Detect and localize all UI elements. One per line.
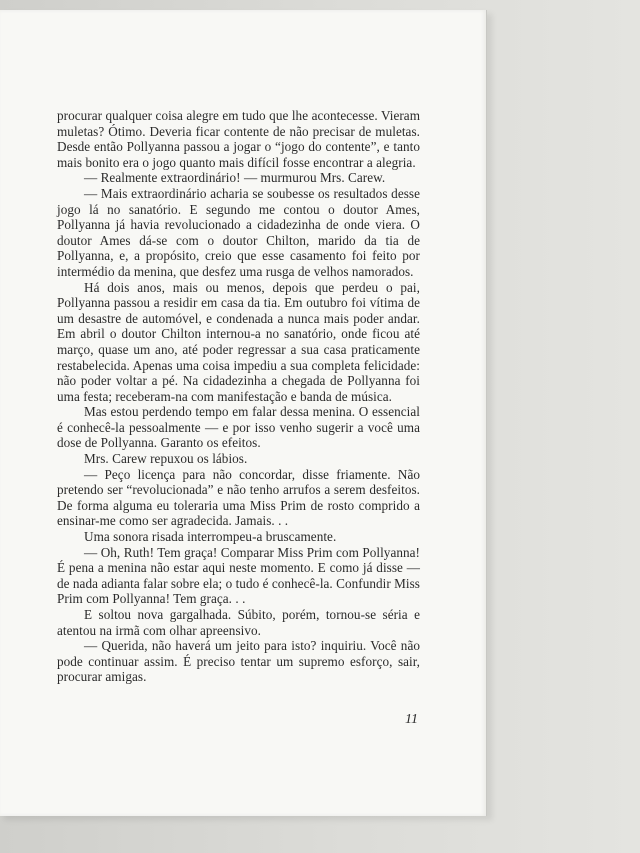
paragraph-7: — Peço licença para não concordar, disse friamente. Não pretendo ser “revolucionada” e não tenho arrufos a serem desfeitos. De forma alguma eu toleraria uma Miss Prim de rosto comprido a ensinar-me como ser agradecida. Jamais. . . [57, 466, 420, 529]
page-number: 11 [405, 712, 418, 727]
paragraph-2: — Realmente extraordinário! — murmurou Mrs. Carew. [84, 170, 386, 186]
paragraph-10: E soltou nova gargalhada. Súbito, porém, tornou-se séria e atentou na irmã com olhar apreensivo. [57, 607, 420, 638]
paragraph-9: — Oh, Ruth! Tem graça! Comparar Miss Prim com Pollyanna! É pena a menina não estar aqui neste momento. E como já disse — de nada adianta falar sobre ela; o tudo é conhecê-la. Confundir Miss Prim com Pollyanna! Tem graça. . . [57, 544, 420, 607]
paragraph-8: Uma sonora risada interrompeu-a bruscamente. [84, 529, 337, 545]
paragraph-4: Há dois anos, mais ou menos, depois que perdeu o pai, Pollyanna passou a residir em casa da tia. Em outubro foi vítima de um desastre de automóvel, e condenada a nunca mais poder andar. Em abril o doutor Chilton internou-a no sanatório, onde ficou até março, quase um ano, até poder regressar a sua casa praticamente restabelecida. Apenas uma coisa impediu a sua completa felicidade: não poder voltar a pé. Na cidadezinha a chegada de Pollyanna foi uma festa; receberam-na com manifestação e banda de música. [57, 279, 420, 404]
book-page [0, 10, 487, 816]
paragraph-1: procurar qualquer coisa alegre em tudo que lhe acontecesse. Vieram muletas? Ótimo. Deveria ficar contente de não precisar de muletas. Desde então Pollyanna passou a jogar o “jogo do contente”, e tanto mais bonito era o jogo quanto mais difícil fosse encontrar a alegria. [57, 108, 420, 170]
paragraph-3: — Mais extraordinário acharia se soubesse os resultados desse jogo lá no sanatório. E segundo me contou o doutor Ames, Pollyanna já havia revolucionado a cidadezinha de onde viera. O doutor Ames dá-se com o doutor Chilton, marido da tia de Pollyanna, e, a propósito, creio que esse casamento foi feito por intermédio da menina, que desfez uma rusga de velhos namorados. [57, 185, 420, 279]
body-text [57, 108, 420, 685]
paragraph-5: Mas estou perdendo tempo em falar dessa menina. O essencial é conhecê-la pessoalmente — e por isso venho sugerir a você uma dose de Pollyanna. Garanto os efeitos. [57, 404, 420, 451]
paragraph-11: — Querida, não haverá um jeito para isto? inquiriu. Você não pode continuar assim. É preciso tentar um supremo esforço, sair, procurar amigas. [57, 638, 420, 685]
paragraph-6: Mrs. Carew repuxou os lábios. [84, 451, 248, 467]
